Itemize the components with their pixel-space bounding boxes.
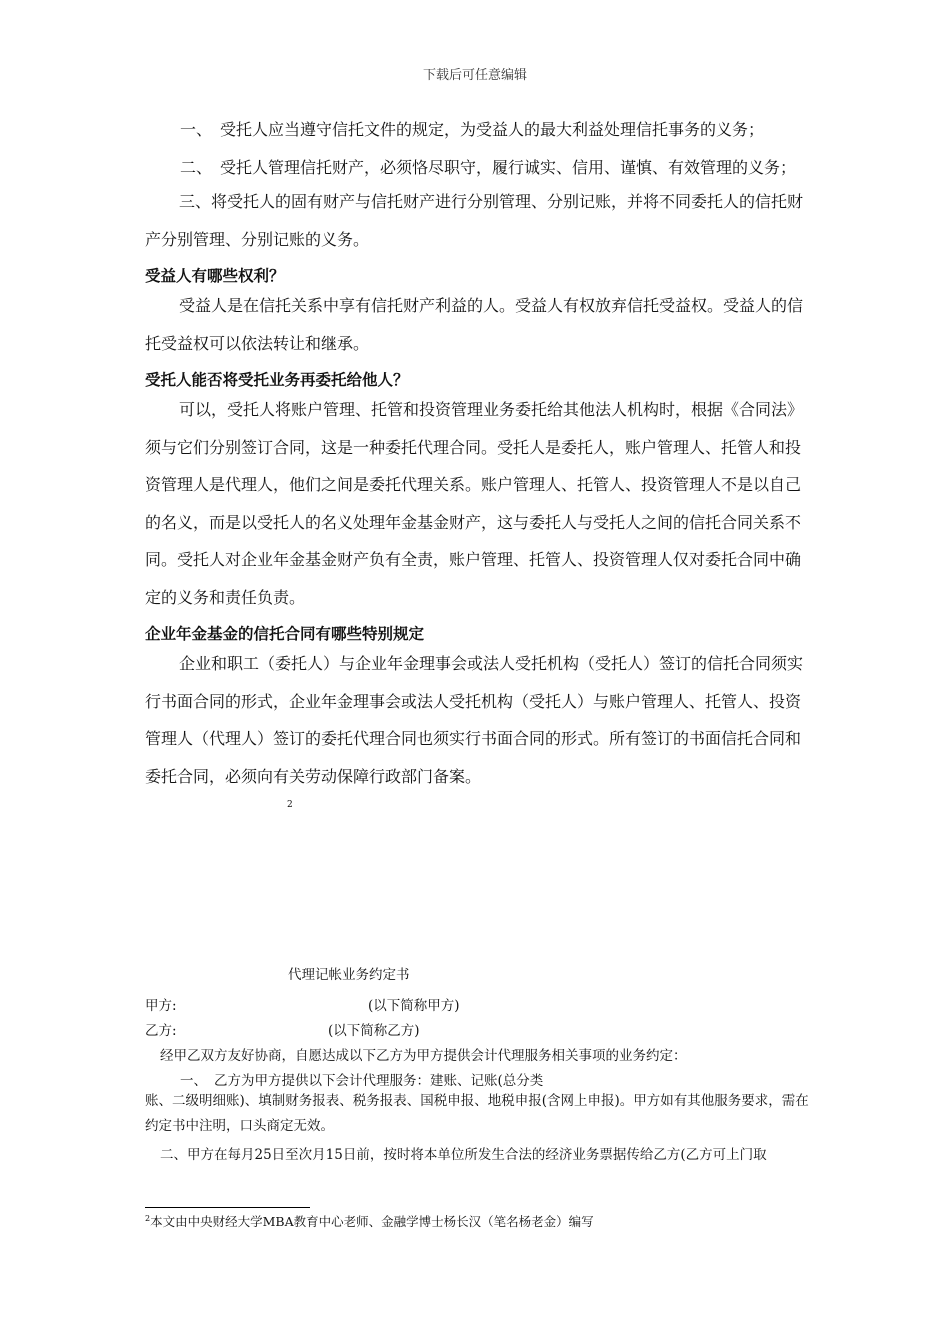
list-item-2 [180, 155, 796, 178]
list-item-1 [180, 117, 764, 140]
agreement-item-1-continued: 账、二级明细账)、填制财务报表、税务报表、国税申报、地税申报(含网上申报)。甲方如有其他服务要求，需在约定书中注明，口头商定无效。 [145, 1093, 809, 1134]
agreement-item-1-first-line [180, 1069, 543, 1089]
heading-beneficiary-rights: 受益人有哪些权利？ [145, 267, 285, 285]
paragraph-item-3: 三、将受托人的固有财产与信托财产进行分别管理、分别记账，并将不同委托人的信托财产分别管理、分别记账的义务。 [145, 192, 804, 249]
footnote-reference: 2 [287, 800, 293, 810]
party-b-note: (以下简称乙方) [328, 1023, 420, 1039]
list-text: 受托人管理信托财产，必须恪尽职守，履行诚实、信用、谨慎、有效管理的义务； [220, 158, 797, 177]
agreement-title: 代理记帐业务约定书 [288, 967, 410, 983]
item-text: 乙方为甲方提供以下会计代理服务：建账、记账(总分类 [214, 1073, 544, 1089]
footnote-divider [145, 1207, 310, 1208]
footnote [145, 1212, 594, 1230]
party-a-note: (以下简称甲方) [368, 998, 460, 1014]
heading-trust-contract-rules: 企业年金基金的信托合同有哪些特别规定 [145, 625, 425, 643]
party-a-label: 甲方: [145, 998, 177, 1014]
agreement-intro: 经甲乙双方友好协商，自愿达成以下乙方为甲方提供会计代理服务相关事项的业务约定： [160, 1048, 687, 1064]
item-number: 一、 [180, 1073, 207, 1089]
list-number: 二、 [180, 158, 213, 177]
list-text: 受托人应当遵守信托文件的规定，为受益人的最大利益处理信托事务的义务； [220, 120, 765, 139]
paragraph-beneficiary-rights: 受益人是在信托关系中享有信托财产利益的人。受益人有权放弃信托受益权。受益人的信托受益权可以依法转让和继承。 [145, 296, 804, 353]
party-b-label: 乙方: [145, 1023, 177, 1039]
agreement-item-2: 二、甲方在每月25日至次月15日前，按时将本单位所发生合法的经济业务票据传给乙方(乙方可上门取 [160, 1147, 767, 1163]
footnote-mark: 2 [145, 1213, 151, 1223]
paragraph-trust-contract-rules: 企业和职工（委托人）与企业年金理事会或法人受托机构（受托人）签订的信托合同须实行书面合同的形式，企业年金理事会或法人受托机构（受托人）与账户管理人、托管人、投资管理人（代理人）签订的委托代理合同也须实行书面合同的形式。所有签订的书面信托合同和委托合同，必须向有关劳动保障行政部门备案。 [145, 654, 804, 786]
footnote-text: 本文由中央财经大学MBA教育中心老师、金融学博士杨长汉（笔名杨老金）编写 [150, 1214, 594, 1229]
list-number: 一、 [180, 120, 213, 139]
page-header: 下载后可任意编辑 [422, 68, 527, 83]
paragraph-delegation: 可以，受托人将账户管理、托管和投资管理业务委托给其他法人机构时，根据《合同法》须与它们分别签订合同，这是一种委托代理合同。受托人是委托人，账户管理人、托管人和投资管理人是代理人，他们之间是委托代理关系。账户管理人、托管人、投资管理人不是以自己的名义，而是以受托人的名义处理年金基金财产，这与委托人与受托人之间的信托合同关系不同。受托人对企业年金基金财产负有全责，账户管理、托管人、投资管理人仅对委托合同中确定的义务和责任负责。 [145, 400, 804, 607]
heading-delegation: 受托人能否将受托业务再委托给他人？ [145, 371, 409, 389]
